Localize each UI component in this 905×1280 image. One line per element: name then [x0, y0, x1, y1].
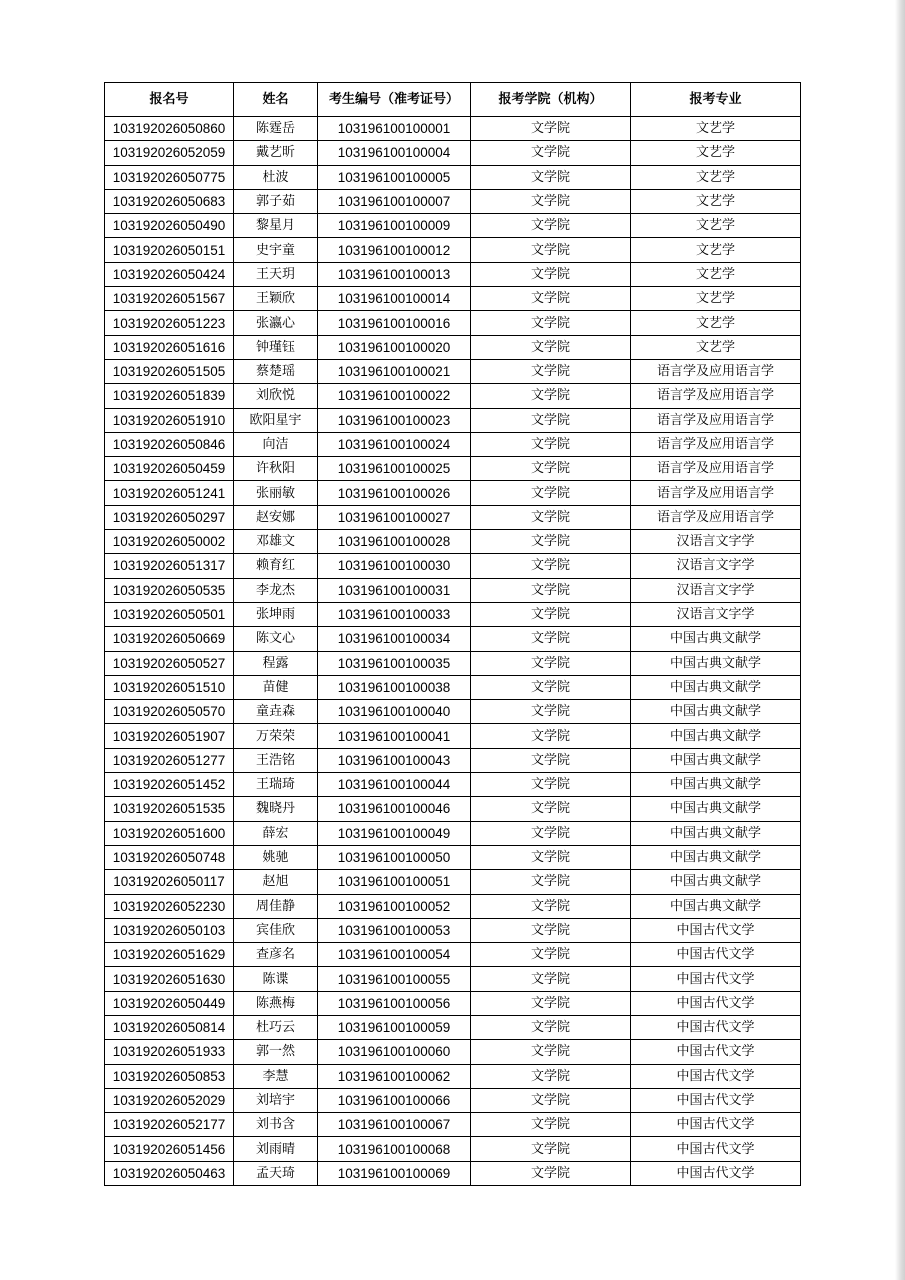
candidate-number-cell: 103196100100056 — [318, 991, 471, 1015]
candidate-number-cell: 103196100100054 — [318, 943, 471, 967]
table-row — [105, 602, 801, 626]
table-row — [105, 359, 801, 383]
name-cell: 万荣荣 — [234, 724, 318, 748]
header-candidate-number: 考生编号（准考证号） — [318, 83, 471, 117]
table-body — [105, 117, 801, 1186]
registration-number-cell: 103192026050669 — [105, 627, 234, 651]
college-cell: 文学院 — [471, 311, 631, 335]
table-row — [105, 141, 801, 165]
major-cell: 文艺学 — [631, 141, 801, 165]
college-cell: 文学院 — [471, 165, 631, 189]
major-cell: 中国古典文献学 — [631, 627, 801, 651]
college-cell: 文学院 — [471, 1040, 631, 1064]
candidate-number-cell: 103196100100049 — [318, 821, 471, 845]
college-cell: 文学院 — [471, 141, 631, 165]
registration-number-cell: 103192026052230 — [105, 894, 234, 918]
table-row — [105, 505, 801, 529]
table-row — [105, 894, 801, 918]
registration-number-cell: 103192026051933 — [105, 1040, 234, 1064]
registration-number-cell: 103192026051223 — [105, 311, 234, 335]
major-cell: 中国古典文献学 — [631, 894, 801, 918]
college-cell: 文学院 — [471, 918, 631, 942]
college-cell: 文学院 — [471, 797, 631, 821]
table-row — [105, 1040, 801, 1064]
college-cell: 文学院 — [471, 238, 631, 262]
candidate-number-cell: 103196100100012 — [318, 238, 471, 262]
candidate-number-cell: 103196100100020 — [318, 335, 471, 359]
major-cell: 中国古代文学 — [631, 943, 801, 967]
major-cell: 中国古代文学 — [631, 1137, 801, 1161]
candidate-number-cell: 103196100100031 — [318, 578, 471, 602]
candidate-number-cell: 103196100100035 — [318, 651, 471, 675]
candidate-number-cell: 103196100100009 — [318, 214, 471, 238]
candidate-number-cell: 103196100100040 — [318, 700, 471, 724]
major-cell: 中国古典文献学 — [631, 870, 801, 894]
major-cell: 中国古典文献学 — [631, 821, 801, 845]
table-row — [105, 1088, 801, 1112]
table-row — [105, 189, 801, 213]
registration-number-cell: 103192026051456 — [105, 1137, 234, 1161]
major-cell: 语言学及应用语言学 — [631, 384, 801, 408]
name-cell: 李慧 — [234, 1064, 318, 1088]
registration-number-cell: 103192026050501 — [105, 602, 234, 626]
major-cell: 中国古典文献学 — [631, 845, 801, 869]
table-row — [105, 457, 801, 481]
header-registration-number: 报名号 — [105, 83, 234, 117]
major-cell: 文艺学 — [631, 214, 801, 238]
name-cell: 宾佳欣 — [234, 918, 318, 942]
table-row — [105, 870, 801, 894]
registration-number-cell: 103192026051241 — [105, 481, 234, 505]
college-cell: 文学院 — [471, 602, 631, 626]
table-row — [105, 238, 801, 262]
candidate-number-cell: 103196100100005 — [318, 165, 471, 189]
registration-number-cell: 103192026050570 — [105, 700, 234, 724]
major-cell: 文艺学 — [631, 117, 801, 141]
name-cell: 王浩铭 — [234, 748, 318, 772]
name-cell: 陈谍 — [234, 967, 318, 991]
name-cell: 李龙杰 — [234, 578, 318, 602]
header-row — [105, 83, 801, 117]
college-cell: 文学院 — [471, 724, 631, 748]
major-cell: 文艺学 — [631, 189, 801, 213]
table-row — [105, 651, 801, 675]
registration-number-cell: 103192026050775 — [105, 165, 234, 189]
registration-number-cell: 103192026052029 — [105, 1088, 234, 1112]
table-row — [105, 748, 801, 772]
table-row — [105, 943, 801, 967]
registration-number-cell: 103192026050463 — [105, 1161, 234, 1185]
candidate-number-cell: 103196100100055 — [318, 967, 471, 991]
major-cell: 汉语言文字学 — [631, 530, 801, 554]
college-cell: 文学院 — [471, 1137, 631, 1161]
name-cell: 赖育红 — [234, 554, 318, 578]
registration-number-cell: 103192026051510 — [105, 675, 234, 699]
name-cell: 王天玥 — [234, 262, 318, 286]
candidate-number-cell: 103196100100059 — [318, 1015, 471, 1039]
header-name: 姓名 — [234, 83, 318, 117]
registration-number-cell: 103192026051629 — [105, 943, 234, 967]
name-cell: 赵安娜 — [234, 505, 318, 529]
candidate-number-cell: 103196100100022 — [318, 384, 471, 408]
registration-number-cell: 103192026051317 — [105, 554, 234, 578]
table-row — [105, 773, 801, 797]
name-cell: 张坤雨 — [234, 602, 318, 626]
name-cell: 许秋阳 — [234, 457, 318, 481]
candidate-number-cell: 103196100100007 — [318, 189, 471, 213]
candidate-number-cell: 103196100100050 — [318, 845, 471, 869]
registration-number-cell: 103192026052059 — [105, 141, 234, 165]
table-row — [105, 117, 801, 141]
table-row — [105, 821, 801, 845]
name-cell: 郭子茹 — [234, 189, 318, 213]
college-cell: 文学院 — [471, 481, 631, 505]
page-edge-shadow — [895, 0, 905, 1280]
name-cell: 钟瑾钰 — [234, 335, 318, 359]
major-cell: 中国古典文献学 — [631, 797, 801, 821]
registration-number-cell: 103192026051505 — [105, 359, 234, 383]
college-cell: 文学院 — [471, 821, 631, 845]
candidate-number-cell: 103196100100034 — [318, 627, 471, 651]
college-cell: 文学院 — [471, 262, 631, 286]
name-cell: 赵旭 — [234, 870, 318, 894]
college-cell: 文学院 — [471, 335, 631, 359]
name-cell: 张瀛心 — [234, 311, 318, 335]
name-cell: 张丽敏 — [234, 481, 318, 505]
name-cell: 戴艺昕 — [234, 141, 318, 165]
table-row — [105, 1137, 801, 1161]
candidate-number-cell: 103196100100025 — [318, 457, 471, 481]
name-cell: 苗健 — [234, 675, 318, 699]
name-cell: 刘欣悦 — [234, 384, 318, 408]
registration-number-cell: 103192026050424 — [105, 262, 234, 286]
name-cell: 童垚森 — [234, 700, 318, 724]
table-row — [105, 1161, 801, 1185]
college-cell: 文学院 — [471, 870, 631, 894]
registration-number-cell: 103192026050002 — [105, 530, 234, 554]
name-cell: 魏晓丹 — [234, 797, 318, 821]
registration-number-cell: 103192026050103 — [105, 918, 234, 942]
college-cell: 文学院 — [471, 432, 631, 456]
registration-number-cell: 103192026051535 — [105, 797, 234, 821]
candidate-number-cell: 103196100100026 — [318, 481, 471, 505]
candidate-number-cell: 103196100100004 — [318, 141, 471, 165]
table-row — [105, 724, 801, 748]
major-cell: 中国古代文学 — [631, 1064, 801, 1088]
college-cell: 文学院 — [471, 845, 631, 869]
candidate-number-cell: 103196100100044 — [318, 773, 471, 797]
major-cell: 语言学及应用语言学 — [631, 505, 801, 529]
candidate-number-cell: 103196100100069 — [318, 1161, 471, 1185]
registration-number-cell: 103192026050117 — [105, 870, 234, 894]
candidate-number-cell: 103196100100053 — [318, 918, 471, 942]
name-cell: 史宇童 — [234, 238, 318, 262]
name-cell: 黎星月 — [234, 214, 318, 238]
table-row — [105, 845, 801, 869]
registration-number-cell: 103192026051839 — [105, 384, 234, 408]
college-cell: 文学院 — [471, 287, 631, 311]
table-row — [105, 700, 801, 724]
major-cell: 中国古典文献学 — [631, 700, 801, 724]
candidate-number-cell: 103196100100024 — [318, 432, 471, 456]
candidate-number-cell: 103196100100021 — [318, 359, 471, 383]
college-cell: 文学院 — [471, 1113, 631, 1137]
candidate-number-cell: 103196100100033 — [318, 602, 471, 626]
table-row — [105, 627, 801, 651]
college-cell: 文学院 — [471, 554, 631, 578]
table-row — [105, 991, 801, 1015]
registration-number-cell: 103192026050151 — [105, 238, 234, 262]
registration-number-cell: 103192026050860 — [105, 117, 234, 141]
name-cell: 向洁 — [234, 432, 318, 456]
major-cell: 语言学及应用语言学 — [631, 359, 801, 383]
name-cell: 刘书含 — [234, 1113, 318, 1137]
table-row — [105, 262, 801, 286]
name-cell: 郭一然 — [234, 1040, 318, 1064]
college-cell: 文学院 — [471, 214, 631, 238]
candidate-number-cell: 103196100100067 — [318, 1113, 471, 1137]
table-row — [105, 287, 801, 311]
table-row — [105, 432, 801, 456]
college-cell: 文学院 — [471, 359, 631, 383]
registration-number-cell: 103192026050846 — [105, 432, 234, 456]
registration-number-cell: 103192026051630 — [105, 967, 234, 991]
table-row — [105, 1015, 801, 1039]
table-row — [105, 797, 801, 821]
major-cell: 中国古代文学 — [631, 1113, 801, 1137]
registration-number-cell: 103192026051567 — [105, 287, 234, 311]
candidate-number-cell: 103196100100041 — [318, 724, 471, 748]
candidate-number-cell: 103196100100028 — [318, 530, 471, 554]
college-cell: 文学院 — [471, 1161, 631, 1185]
major-cell: 语言学及应用语言学 — [631, 432, 801, 456]
college-cell: 文学院 — [471, 117, 631, 141]
major-cell: 语言学及应用语言学 — [631, 481, 801, 505]
college-cell: 文学院 — [471, 991, 631, 1015]
registration-number-cell: 103192026050853 — [105, 1064, 234, 1088]
major-cell: 中国古代文学 — [631, 1015, 801, 1039]
name-cell: 王颖欣 — [234, 287, 318, 311]
major-cell: 语言学及应用语言学 — [631, 457, 801, 481]
major-cell: 汉语言文字学 — [631, 578, 801, 602]
registration-number-cell: 103192026051600 — [105, 821, 234, 845]
major-cell: 中国古典文献学 — [631, 773, 801, 797]
candidate-number-cell: 103196100100068 — [318, 1137, 471, 1161]
registration-number-cell: 103192026050297 — [105, 505, 234, 529]
registration-number-cell: 103192026051452 — [105, 773, 234, 797]
table-row — [105, 384, 801, 408]
name-cell: 刘雨晴 — [234, 1137, 318, 1161]
name-cell: 姚驰 — [234, 845, 318, 869]
major-cell: 中国古代文学 — [631, 991, 801, 1015]
table-row — [105, 214, 801, 238]
name-cell: 欧阳星宇 — [234, 408, 318, 432]
major-cell: 中国古典文献学 — [631, 675, 801, 699]
name-cell: 邓雄文 — [234, 530, 318, 554]
college-cell: 文学院 — [471, 967, 631, 991]
college-cell: 文学院 — [471, 894, 631, 918]
candidate-number-cell: 103196100100001 — [318, 117, 471, 141]
table-row — [105, 530, 801, 554]
header-college: 报考学院（机构） — [471, 83, 631, 117]
college-cell: 文学院 — [471, 578, 631, 602]
major-cell: 中国古代文学 — [631, 1161, 801, 1185]
name-cell: 陈燕梅 — [234, 991, 318, 1015]
table-row — [105, 675, 801, 699]
candidate-number-cell: 103196100100038 — [318, 675, 471, 699]
college-cell: 文学院 — [471, 1064, 631, 1088]
college-cell: 文学院 — [471, 700, 631, 724]
candidate-roster-table — [104, 82, 801, 1186]
major-cell: 中国古代文学 — [631, 918, 801, 942]
college-cell: 文学院 — [471, 457, 631, 481]
table-row — [105, 918, 801, 942]
table-row — [105, 1064, 801, 1088]
name-cell: 薛宏 — [234, 821, 318, 845]
registration-number-cell: 103192026050459 — [105, 457, 234, 481]
table-row — [105, 408, 801, 432]
major-cell: 中国古代文学 — [631, 967, 801, 991]
candidate-number-cell: 103196100100052 — [318, 894, 471, 918]
name-cell: 陈霆岳 — [234, 117, 318, 141]
name-cell: 蔡楚瑶 — [234, 359, 318, 383]
college-cell: 文学院 — [471, 675, 631, 699]
table-row — [105, 165, 801, 189]
name-cell: 杜巧云 — [234, 1015, 318, 1039]
college-cell: 文学院 — [471, 1015, 631, 1039]
registration-number-cell: 103192026051907 — [105, 724, 234, 748]
name-cell: 王瑞琦 — [234, 773, 318, 797]
candidate-number-cell: 103196100100060 — [318, 1040, 471, 1064]
name-cell: 杜波 — [234, 165, 318, 189]
table-row — [105, 1113, 801, 1137]
candidate-number-cell: 103196100100046 — [318, 797, 471, 821]
registration-number-cell: 103192026050535 — [105, 578, 234, 602]
college-cell: 文学院 — [471, 384, 631, 408]
name-cell: 刘培宇 — [234, 1088, 318, 1112]
college-cell: 文学院 — [471, 651, 631, 675]
major-cell: 汉语言文字学 — [631, 602, 801, 626]
registration-number-cell: 103192026050748 — [105, 845, 234, 869]
registration-number-cell: 103192026050449 — [105, 991, 234, 1015]
major-cell: 文艺学 — [631, 311, 801, 335]
college-cell: 文学院 — [471, 505, 631, 529]
registration-number-cell: 103192026051277 — [105, 748, 234, 772]
major-cell: 中国古典文献学 — [631, 651, 801, 675]
college-cell: 文学院 — [471, 748, 631, 772]
college-cell: 文学院 — [471, 530, 631, 554]
candidate-number-cell: 103196100100013 — [318, 262, 471, 286]
table-row — [105, 554, 801, 578]
candidate-number-cell: 103196100100016 — [318, 311, 471, 335]
name-cell: 孟天琦 — [234, 1161, 318, 1185]
table-row — [105, 335, 801, 359]
header-major: 报考专业 — [631, 83, 801, 117]
candidate-number-cell: 103196100100062 — [318, 1064, 471, 1088]
registration-number-cell: 103192026050490 — [105, 214, 234, 238]
candidate-number-cell: 103196100100027 — [318, 505, 471, 529]
name-cell: 查彦名 — [234, 943, 318, 967]
college-cell: 文学院 — [471, 189, 631, 213]
college-cell: 文学院 — [471, 408, 631, 432]
major-cell: 文艺学 — [631, 262, 801, 286]
candidate-number-cell: 103196100100023 — [318, 408, 471, 432]
registration-number-cell: 103192026050527 — [105, 651, 234, 675]
name-cell: 周佳静 — [234, 894, 318, 918]
college-cell: 文学院 — [471, 1088, 631, 1112]
college-cell: 文学院 — [471, 943, 631, 967]
candidate-number-cell: 103196100100066 — [318, 1088, 471, 1112]
major-cell: 中国古典文献学 — [631, 748, 801, 772]
name-cell: 程露 — [234, 651, 318, 675]
table-row — [105, 481, 801, 505]
registration-number-cell: 103192026051910 — [105, 408, 234, 432]
candidate-number-cell: 103196100100043 — [318, 748, 471, 772]
registration-number-cell: 103192026051616 — [105, 335, 234, 359]
table-row — [105, 967, 801, 991]
candidate-number-cell: 103196100100030 — [318, 554, 471, 578]
candidate-number-cell: 103196100100051 — [318, 870, 471, 894]
major-cell: 中国古典文献学 — [631, 724, 801, 748]
major-cell: 文艺学 — [631, 335, 801, 359]
major-cell: 中国古代文学 — [631, 1040, 801, 1064]
table-row — [105, 578, 801, 602]
college-cell: 文学院 — [471, 627, 631, 651]
major-cell: 中国古代文学 — [631, 1088, 801, 1112]
table-row — [105, 311, 801, 335]
registration-number-cell: 103192026050683 — [105, 189, 234, 213]
name-cell: 陈文心 — [234, 627, 318, 651]
major-cell: 语言学及应用语言学 — [631, 408, 801, 432]
registration-number-cell: 103192026052177 — [105, 1113, 234, 1137]
registration-number-cell: 103192026050814 — [105, 1015, 234, 1039]
major-cell: 文艺学 — [631, 165, 801, 189]
college-cell: 文学院 — [471, 773, 631, 797]
candidate-number-cell: 103196100100014 — [318, 287, 471, 311]
major-cell: 汉语言文字学 — [631, 554, 801, 578]
major-cell: 文艺学 — [631, 287, 801, 311]
major-cell: 文艺学 — [631, 238, 801, 262]
